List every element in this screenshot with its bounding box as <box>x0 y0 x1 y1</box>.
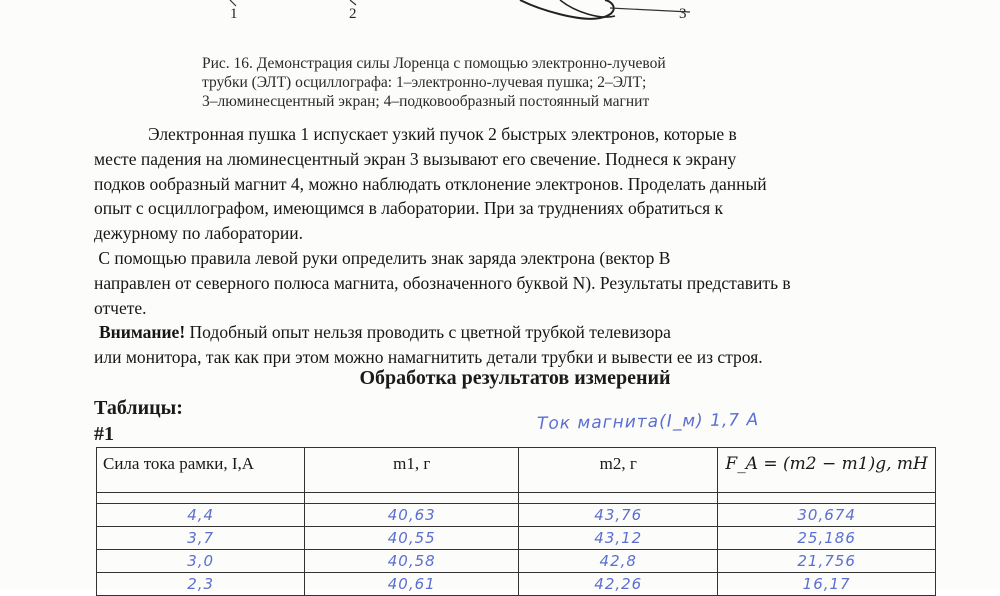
paragraph1-line: месте падения на люминесцентный экран 3 вызывают его свечение. Поднеся к экрану <box>94 148 737 169</box>
table-row <box>97 573 936 596</box>
tables-label: Таблицы: <box>94 397 183 419</box>
figure-label-1: 1 <box>230 6 238 22</box>
caption-line: Рис. 16. Демонстрация силы Лоренца с помощью электронно-лучевой <box>202 55 666 72</box>
warning-line <box>94 320 954 345</box>
warning-line-2: или монитора, так как при этом можно намагнитить детали трубки и вывести ее из строя. <box>94 347 763 368</box>
cell-m1: 40,55 <box>305 527 519 550</box>
header-frame-current: Сила тока рамки, I,А <box>97 448 305 493</box>
paragraph2-line: С помощью правила левой руки определить знак заряда электрона (вектор В <box>94 247 671 268</box>
measurements-table <box>96 447 936 596</box>
caption-line: 3–люминесцентный экран; 4–подковообразный постоянный магнит <box>202 93 650 110</box>
figure-diagram-fragment <box>0 0 1000 40</box>
cell-m1: 40,58 <box>305 550 519 573</box>
paragraph1-line: опыт с осциллографом, имеющимся в лаборатории. При за труднениях обратиться к <box>94 198 724 219</box>
warning-text: Подобный опыт нельзя проводить с цветной трубкой телевизора <box>185 322 671 343</box>
table-row <box>97 550 936 573</box>
cell-m2: 42,8 <box>519 550 718 573</box>
header-m1: m1, г <box>305 448 519 493</box>
figure-label-3: 3 <box>679 6 687 22</box>
cell-force: 16,17 <box>718 573 936 596</box>
header-force-formula: F_A = (m2 − m1)g, mH <box>718 448 936 493</box>
section-heading: Обработка результатов измерений <box>359 367 671 389</box>
table-spacer-row <box>97 493 936 504</box>
paragraph1-line: Электронная пушка 1 испускает узкий пучок 2 быстрых электронов, которые в <box>148 124 737 144</box>
cell-m1: 40,61 <box>305 573 519 596</box>
cell-current: 3,0 <box>97 550 305 573</box>
body-text <box>94 122 954 370</box>
warning-label: Внимание! <box>99 322 186 343</box>
caption-line: трубки (ЭЛТ) осциллографа: 1–электронно-лучевая пушка; 2–ЭЛТ; <box>202 74 647 91</box>
table-number: #1 <box>94 423 114 445</box>
figure-caption <box>202 54 802 111</box>
table-row <box>97 527 936 550</box>
cell-current: 4,4 <box>97 504 305 527</box>
cell-force: 21,756 <box>718 550 936 573</box>
paragraph2-line: отчете. <box>94 297 147 318</box>
cell-current: 3,7 <box>97 527 305 550</box>
paragraph1-line: подков ообразный магнит 4, можно наблюдать отклонение электронов. Проделать данный <box>94 173 767 194</box>
cell-force: 30,674 <box>718 504 936 527</box>
header-m2: m2, г <box>519 448 718 493</box>
figure-label-2: 2 <box>349 6 357 22</box>
cell-m2: 42,26 <box>519 573 718 596</box>
paragraph1-line: дежурному по лаборатории. <box>94 223 303 244</box>
handwritten-magnet-current-note: Ток магнита(I_м) 1,7 А <box>536 410 760 434</box>
cell-force: 25,186 <box>718 527 936 550</box>
table-row <box>97 504 936 527</box>
cell-m2: 43,12 <box>519 527 718 550</box>
cell-m2: 43,76 <box>519 504 718 527</box>
cell-m1: 40,63 <box>305 504 519 527</box>
table-header-row <box>97 448 936 493</box>
paragraph2-line: направлен от северного полюса магнита, обозначенного буквой N). Результаты представить в <box>94 272 791 293</box>
cell-current: 2,3 <box>97 573 305 596</box>
